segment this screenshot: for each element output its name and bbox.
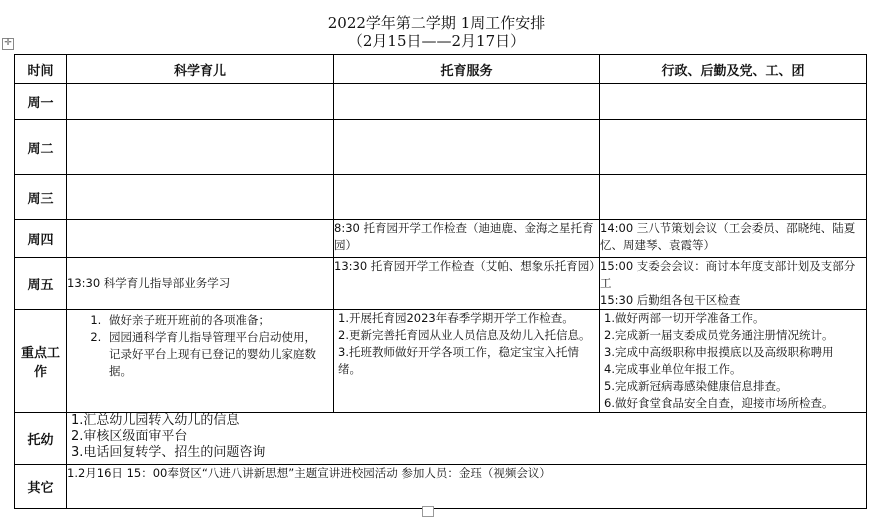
header-admin: 行政、后勤及党、工、团 bbox=[600, 55, 867, 84]
cell-tuoban[interactable] bbox=[67, 413, 867, 465]
table-resize-handle-icon[interactable] bbox=[422, 506, 434, 517]
table-row bbox=[15, 84, 867, 120]
list-item: 1. 做好亲子班开班前的各项准备； bbox=[105, 312, 327, 329]
list-item: 3.电话回复转学、招生的问题咨询 bbox=[71, 445, 266, 460]
cell-science[interactable] bbox=[67, 310, 334, 413]
cell-admin[interactable] bbox=[600, 175, 867, 220]
list-item: 1.做好两部一切开学准备工作。 bbox=[604, 311, 765, 325]
cell-childcare[interactable]: 13:30 托育园开学工作检查（艾帕、想象乐托育园） bbox=[334, 258, 600, 310]
day-label: 周一 bbox=[15, 84, 67, 120]
tuoban-row bbox=[15, 413, 867, 465]
day-label: 周四 bbox=[15, 220, 67, 258]
list-item: 2.更新完善托育园从业人员信息及幼儿入托信息。 bbox=[338, 328, 591, 342]
day-label: 周三 bbox=[15, 175, 67, 220]
cell-admin[interactable] bbox=[600, 120, 867, 175]
cell-childcare[interactable] bbox=[334, 120, 600, 175]
list-item: 2. 园园通科学育儿指导管理平台启动使用，记录好平台上现有已登记的婴幼儿家庭数据。 bbox=[105, 329, 327, 380]
table-row bbox=[15, 120, 867, 175]
day-label: 周二 bbox=[15, 120, 67, 175]
admin-line: 15:00 支委会会议：商讨本年度支部计划及支部分工 bbox=[600, 259, 856, 290]
header-science: 科学育儿 bbox=[67, 55, 334, 84]
other-label: 其它 bbox=[15, 465, 67, 509]
list-item: 2.审核区级面审平台 bbox=[71, 429, 188, 444]
cell-childcare[interactable] bbox=[334, 310, 600, 413]
schedule-table bbox=[14, 54, 867, 509]
header-childcare: 托育服务 bbox=[334, 55, 600, 84]
list-item: 3.托班教师做好开学各项工作，稳定宝宝入托情绪。 bbox=[338, 345, 579, 376]
day-label: 周五 bbox=[15, 258, 67, 310]
cell-admin[interactable] bbox=[600, 310, 867, 413]
admin-line: 15:30 后勤组各包干区检查 bbox=[600, 293, 741, 307]
cell-science[interactable]: 13:30 科学育儿指导部业务学习 bbox=[67, 258, 334, 310]
header-row bbox=[15, 55, 867, 84]
cell-science[interactable] bbox=[67, 120, 334, 175]
cell-science[interactable] bbox=[67, 175, 334, 220]
list-item: 2.完成新一届支委成员党务通注册情况统计。 bbox=[604, 328, 834, 342]
key-work-science-list bbox=[67, 310, 333, 380]
cell-childcare[interactable]: 8:30 托育园开学工作检查（迪迪鹿、金海之星托育园） bbox=[334, 220, 600, 258]
cell-childcare[interactable] bbox=[334, 84, 600, 120]
title-line-1: 2022学年第二学期 1周工作安排 bbox=[327, 14, 546, 32]
list-item: 3.完成中高级职称申报摸底以及高级职称聘用 bbox=[604, 345, 834, 359]
cell-admin[interactable] bbox=[600, 258, 867, 310]
list-item: 1.汇总幼儿园转入幼儿的信息 bbox=[71, 413, 240, 428]
cell-childcare[interactable] bbox=[334, 175, 600, 220]
list-item: 1.开展托育园2023年春季学期开学工作检查。 bbox=[338, 311, 574, 325]
header-time: 时间 bbox=[15, 55, 67, 84]
page-title bbox=[0, 14, 873, 50]
list-item: 5.完成新冠病毒感染健康信息排查。 bbox=[604, 379, 788, 393]
cell-other[interactable]: 1.2月16日 15：00奉贤区“八进八讲新思想”主题宣讲进校园活动 参加人员：金珏（视频会议） bbox=[67, 465, 867, 509]
table-row bbox=[15, 220, 867, 258]
other-row bbox=[15, 465, 867, 509]
key-work-label: 重点工作 bbox=[15, 310, 67, 413]
key-work-row bbox=[15, 310, 867, 413]
cell-admin[interactable]: 14:00 三八节策划会议（工会委员、邵晓纯、陆夏忆、周建琴、袁霞等） bbox=[600, 220, 867, 258]
cell-science[interactable] bbox=[67, 84, 334, 120]
tuoban-label: 托幼 bbox=[15, 413, 67, 465]
table-move-handle-icon[interactable]: ✛ bbox=[2, 38, 14, 50]
list-item: 4.完成事业单位年报工作。 bbox=[604, 362, 742, 376]
cell-admin[interactable] bbox=[600, 84, 867, 120]
table-row bbox=[15, 258, 867, 310]
table-row bbox=[15, 175, 867, 220]
list-item: 6.做好食堂食品安全自查，迎接市场所检查。 bbox=[604, 396, 834, 410]
title-line-2: （2月15日——2月17日） bbox=[347, 32, 526, 50]
cell-science[interactable] bbox=[67, 220, 334, 258]
